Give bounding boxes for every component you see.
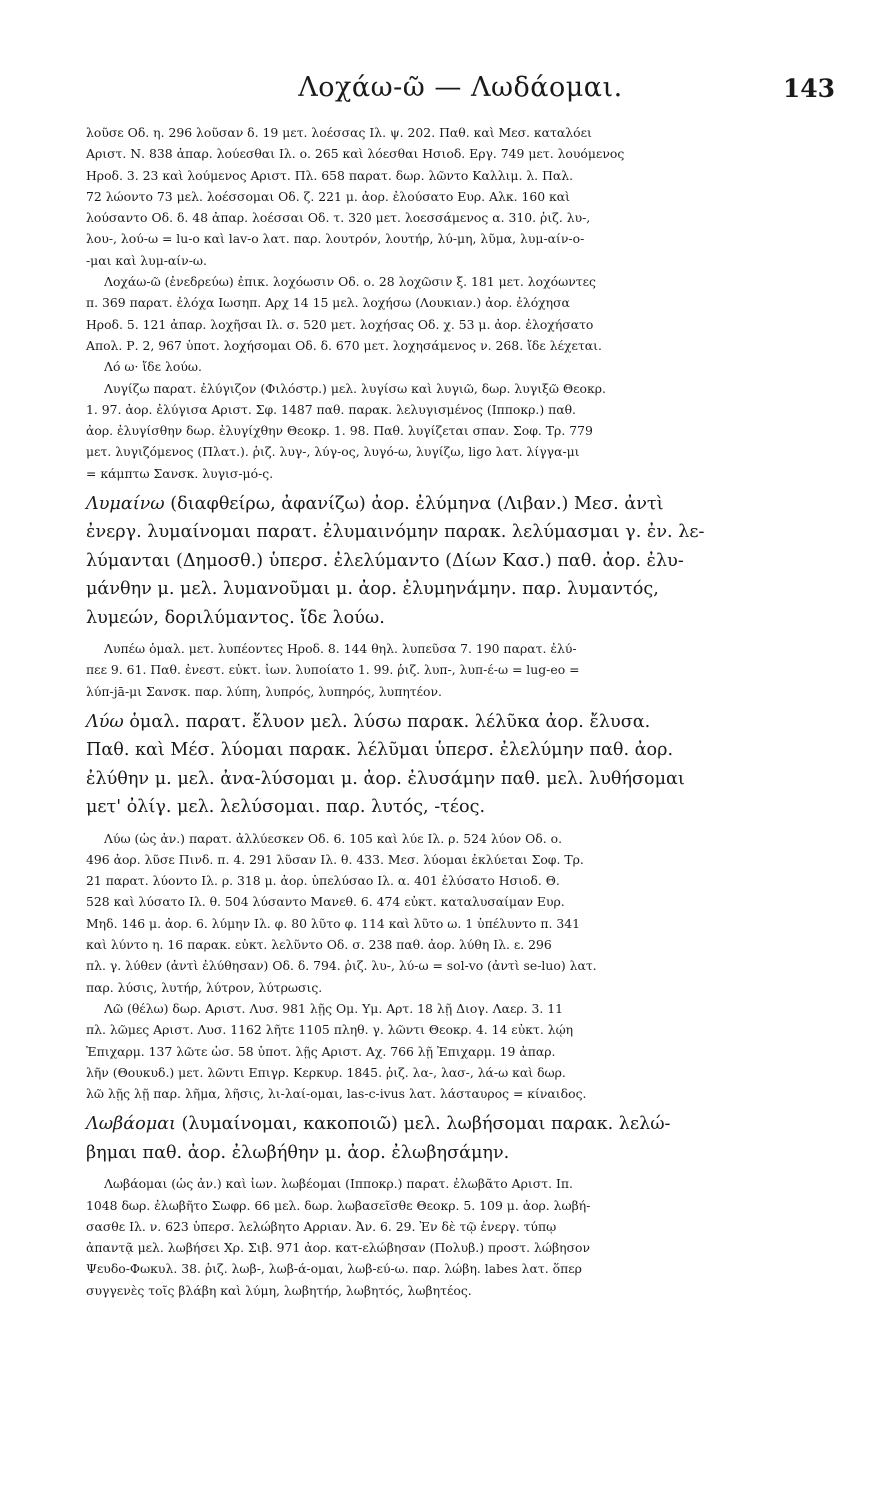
main-entry [86, 1110, 835, 1167]
entry-body: (λυμαίνομαι, κακοποιῶ) μελ. λωβήσομαι παρακ. λελώ- βημαι παθ. ἀορ. ἐλωβήθην μ. ἀορ. ἐλωβησάμην. [86, 1114, 671, 1163]
main-entry [86, 490, 835, 632]
sub-entry: Λοχάω-ῶ (ἐνεδρεύω) ἐπικ. λοχόωσιν Οδ. ο. 28 λοχῶσιν ξ. 181 μετ. λοχόωντες π. 369 παρατ. ἐλόχα Ιωσηπ. Αρχ 14 15 μελ. λοχήσω (Λουκιαν.) ἀορ. ἐλόχησα Ηροδ. 5. 121 ἀπαρ. λοχῆσαι Ιλ. σ. 520 μετ. λοχήσας Οδ. χ. 53 μ. ἀορ. ἐλοχήσατο Απολ. Ρ. 2, 967 ὑποτ. λοχήσομαι Οδ. δ. 670 μετ. λοχησάμενος ν. 268. ἴδε λέχεται. [86, 274, 602, 353]
entry-body: ὁμαλ. παρατ. ἔλυον μελ. λύσω παρακ. λέλῦκα ἀορ. ἔλυσα. Παθ. καὶ Μέσ. λύομαι παρακ. λέλῦμαι ὑπερσ. ἐλελύμην παθ. ἀορ. ἐλύθην μ. μελ. ἀνα-λύσομαι μ. ἀορ. ἐλυσάμην παθ. μελ. λυθήσομαι μετ' ὀλίγ. μελ. λελύσομαι. παρ. λυτός, -τέος. [86, 711, 685, 818]
sub-entry: Λό ω· ἴδε λούω. [104, 359, 202, 375]
entry-headword: Λυμαίνω [86, 494, 165, 515]
sub-entry: Λωβάομαι (ὡς ἀν.) καὶ ἰων. λωβέομαι (Ιπποκρ.) παρατ. ἐλωβᾶτο Αριστ. Ιπ. 1048 δωρ. ἐλωβῆτο Σωφρ. 66 μελ. δωρ. λωβασεῖσθε Θεοκρ. 5. 109 μ. ἀορ. λωβή- σασθε Ιλ. ν. 623 ὑπερσ. λελώβητο Αρριαν. Ἀν. 6. 29. Ἐν δὲ τῷ ἐνεργ. τύπῳ ἀπαντᾷ μελ. λωβήσει Χρ. Σιβ. 971 ἀορ. κατ-ελώβησαν (Πολυβ.) προστ. λώβησον Ψευδο-Φωκυλ. 38. ῥιζ. λωβ-, λωβ-ά-ομαι, λωβ-εύ-ω. παρ. λώβη. labes λατ. ὅπερ συγγενὲς τοῖς βλάβη καὶ λύμη, λωβητήρ, λωβητός, λωβητέος. [86, 1176, 591, 1298]
main-entry [86, 708, 835, 822]
sub-entry: Λύω (ὡς ἀν.) παρατ. ἀλλύεσκεν Οδ. 6. 105 καὶ λύε Ιλ. ρ. 524 λύον Οδ. ο. 496 ἀορ. λῦσε Πινδ. π. 4. 291 λῦσαν Ιλ. θ. 433. Μεσ. λύομαι ἐκλύεται Σοφ. Τρ. 21 παρατ. λύοντο Ιλ. ρ. 318 μ. ἀορ. ὑπελύσαο Ιλ. α. 401 ἐλύσατο Ησιοδ. Θ. 528 καὶ λύσατο Ιλ. θ. 504 λύσαντο Μανεθ. 6. 474 εὐκτ. καταλυσαίμαν Ευρ. Μηδ. 146 μ. ἀορ. 6. λύμην Ιλ. φ. 80 λῦτο φ. 114 καὶ λῦτο ω. 1 ὑπέλυντο π. 341 καὶ λύντο η. 16 παρακ. εὐκτ. λελῦντο Οδ. σ. 238 παθ. ἀορ. λύθη Ιλ. ε. 296 πλ. γ. λύθεν (ἀντὶ ἐλύθησαν) Οδ. δ. 794. ῥιζ. λυ-, λύ-ω = sol-vo (ἀντὶ se-luo) λατ. παρ. λύσις, λυτήρ, λύτρον, λύτρωσις. [86, 830, 597, 995]
sub-entry: Λῶ (θέλω) δωρ. Αριστ. Λυσ. 981 λῇς Ομ. Υμ. Αρτ. 18 λῇ Διογ. Λαερ. 3. 11 πλ. λῶμες Αριστ. Λυσ. 1162 λῆτε 1105 πληθ. γ. λῶντι Θεοκρ. 4. 14 εὐκτ. λῴη Ἐπιχαρμ. 137 λῶτε ὡσ. 58 ὑποτ. λῇς Αριστ. Αχ. 766 λῇ Ἐπιχαρμ. 19 ἀπαρ. λῆν (Θουκυδ.) μετ. λῶντι Επιγρ. Κερκυρ. 1845. ῥιζ. λα-, λασ-, λά-ω καὶ δωρ. λῶ λῇς λῇ παρ. λῆμα, λῆσις, λι-λαί-ομαι, las-c-ivus λατ. λάσταυρος = κίναιδος. [86, 1000, 587, 1102]
entry-headword: Λύω [86, 711, 124, 732]
running-head: Λοχάω-ῶ — Λωδάομαι. [298, 72, 623, 103]
sub-entry: Λυγίζω παρατ. ἐλύγιζον (Φιλόστρ.) μελ. λυγίσω καὶ λυγιῶ, δωρ. λυγιξῶ Θεοκρ. 1. 97. ἀορ. ἐλύγισα Αριστ. Σφ. 1487 παθ. παρακ. λελυγισμένος (Ιπποκρ.) παθ. ἀορ. ἐλυγίσθην δωρ. ἐλυγίχθην Θεοκρ. 1. 98. Παθ. λυγίζεται σπαν. Σοφ. Τρ. 779 μετ. λυγιζόμενος (Πλατ.). ῥιζ. λυγ-, λύγ-ος, λυγό-ω, λυγίζω, ligo λατ. λίγγα-μι = κάμπτω Σανσκ. λυγισ-μό-ς. [86, 380, 606, 481]
entry-headword: Λωβάομαι [86, 1114, 176, 1135]
sub-entry: λοῦσε Οδ. η. 296 λοῦσαν δ. 19 μετ. λοέσσας Ιλ. ψ. 202. Παθ. καὶ Μεσ. καταλόει Αριστ. Ν. 838 ἀπαρ. λούεσθαι Ιλ. ο. 265 καὶ λόεσθαι Ησιοδ. Εργ. 749 μετ. λουόμενος Ηροδ. 3. 23 καὶ λούμενος Αριστ. Πλ. 658 παρατ. δωρ. λῶντο Καλλιμ. λ. Παλ. 72 λώοντο 73 μελ. λοέσσομαι Οδ. ζ. 221 μ. ἀορ. ἐλούσατο Ευρ. Αλκ. 160 καὶ λούσαντο Οδ. δ. 48 ἀπαρ. λοέσσαι Οδ. τ. 320 μετ. λοεσσάμενος α. 310. ῥιζ. λυ-, λου-, λού-ω = lu-o καὶ lav-o λατ. παρ. λουτρόν, λουτήρ, λύ-μη, λῦμα, λυμ-αίν-ο- -μαι καὶ λυμ-αίν-ω. [86, 125, 625, 268]
entry-body: (διαφθείρω, ἀφανίζω) ἀορ. ἐλύμηνα (Λιβαν.) Μεσ. ἀντὶ ἐνεργ. λυμαίνομαι παρατ. ἐλυμαινόμην παρακ. λελύμασμαι γ. ἐν. λε- λύμανται (Δημοσθ.) ὑπερσ. ἐλελύμαντο (Δίων Κασ.) παθ. ἀορ. ἐλυ- μάνθην μ. μελ. λυμανοῦμαι μ. ἀορ. ἐλυμηνάμην. παρ. λυμαντός, λυμεών, δοριλύμαντος. ἴδε λούω. [86, 494, 705, 628]
page-number: 143 [782, 74, 835, 103]
dictionary-entries [86, 122, 835, 1301]
sub-entry: Λυπέω ὁμαλ. μετ. λυπέοντες Ηροδ. 8. 144 θηλ. λυπεῦσα 7. 190 παρατ. ἐλύ- πεε 9. 61. Παθ. ἐνεστ. εὐκτ. ἰων. λυποίατο 1. 99. ῥιζ. λυπ-, λυπ-έ-ω = lug-eo = λύπ-jā-μι Σανσκ. παρ. λύπη, λυπρός, λυπηρός, λυπητέον. [86, 641, 580, 699]
page-header [86, 72, 835, 122]
